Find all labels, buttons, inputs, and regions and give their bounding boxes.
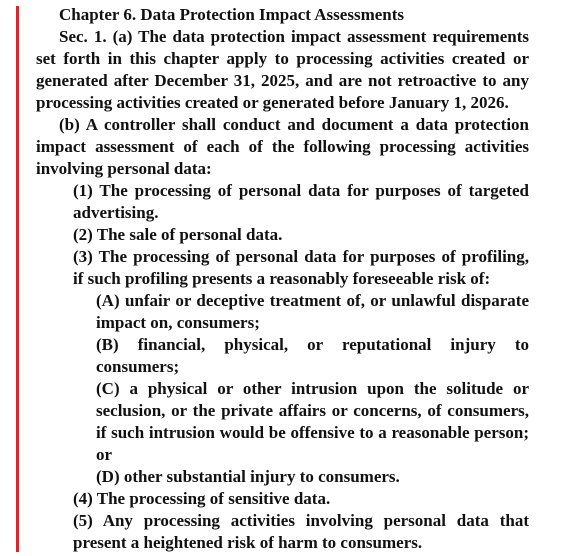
text-line: present a heightened risk of harm to consumers. — [73, 533, 423, 552]
text-line: or — [96, 445, 113, 464]
text-line: (1) The processing of personal data for purposes of targeted — [73, 181, 529, 200]
text-line: involving personal data: — [36, 159, 212, 178]
text-line: consumers; — [96, 357, 180, 376]
text-line: (3) The processing of personal data for purposes of profiling, — [73, 247, 529, 266]
text-line: (4) The processing of sensitive data. — [73, 489, 331, 508]
text-line: (D) other substantial injury to consumers. — [96, 467, 400, 486]
text-line: impact assessment of each of the following processing activities — [36, 137, 529, 156]
text-line: (5) Any processing activities involving personal data that — [73, 511, 529, 530]
text-line: if such intrusion would be offensive to a reasonable person; — [96, 423, 529, 442]
text-line: processing activities created or generated before January 1, 2026. — [36, 93, 509, 112]
text-line: generated after December 31, 2025, and are not retroactive to any — [36, 71, 529, 90]
text-line: Sec. 1. (a) The data protection impact assessment requirements — [59, 27, 529, 46]
text-line: (B) financial, physical, or reputational injury to — [96, 335, 529, 354]
text-line: set forth in this chapter apply to processing activities created or — [36, 49, 529, 68]
text-line: (2) The sale of personal data. — [73, 225, 283, 244]
statute-lines — [36, 26, 529, 554]
text-line: advertising. — [73, 203, 159, 222]
revision-change-bar — [16, 6, 19, 552]
text-line: (A) unfair or deceptive treatment of, or unlawful disparate — [96, 291, 529, 310]
text-line: impact on, consumers; — [96, 313, 260, 332]
text-line: (C) a physical or other intrusion upon the solitude or — [96, 379, 529, 398]
text-line: seclusion, or the private affairs or concerns, of consumers, — [96, 401, 529, 420]
text-line: (b) A controller shall conduct and document a data protection — [59, 115, 529, 134]
statute-text — [36, 4, 529, 554]
chapter-heading: Chapter 6. Data Protection Impact Assessments — [59, 5, 405, 24]
text-line: if such profiling presents a reasonably foreseeable risk of: — [73, 269, 491, 288]
